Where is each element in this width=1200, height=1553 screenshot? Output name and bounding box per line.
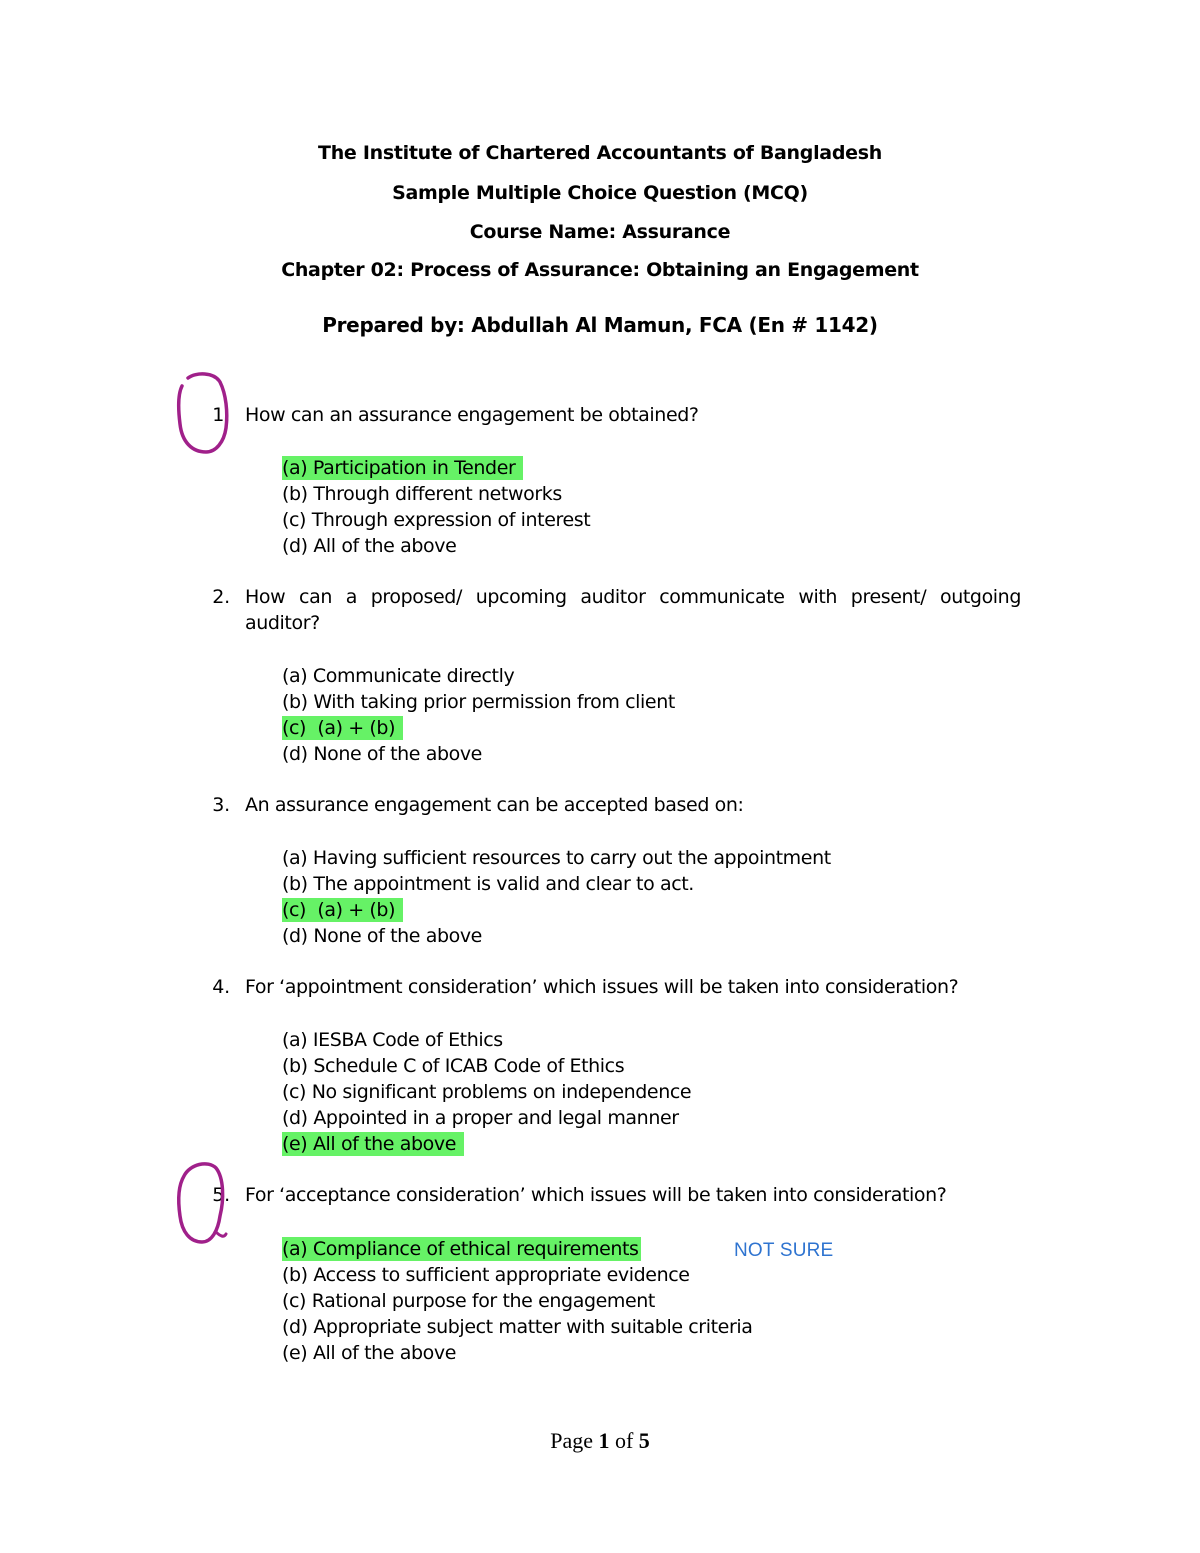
footer-middle: of xyxy=(609,1428,639,1453)
question-number: 2. xyxy=(212,586,230,608)
option-e: (e) All of the above xyxy=(282,1342,456,1364)
question-text: For ‘appointment consideration’ which issues will be taken into consideration? xyxy=(245,976,959,998)
institute-title: The Institute of Chartered Accountants of Bangladesh xyxy=(318,142,882,164)
document-subtitle: Sample Multiple Choice Question (MCQ) xyxy=(392,182,808,204)
option-c: (c) Through expression of interest xyxy=(282,509,591,531)
option-c: (c) No significant problems on independence xyxy=(282,1081,692,1103)
option-b: (b) With taking prior permission from client xyxy=(282,691,675,713)
option-c-answer xyxy=(282,898,403,922)
handwritten-circle-mark-q1-icon xyxy=(168,368,240,460)
option-d: (d) Appropriate subject matter with suitable criteria xyxy=(282,1316,753,1338)
question-text: An assurance engagement can be accepted based on: xyxy=(245,794,744,816)
option-a-answer xyxy=(282,1237,641,1261)
question-number: 4. xyxy=(212,976,230,998)
handwritten-circle-mark-q5-icon xyxy=(168,1154,240,1254)
question-number: 3. xyxy=(212,794,230,816)
option-d: (d) None of the above xyxy=(282,925,482,947)
option-label: (c) (a) + (b) xyxy=(282,717,396,739)
option-label: (a) Compliance of ethical requirements xyxy=(282,1238,639,1260)
option-label: (a) Participation in Tender xyxy=(282,457,516,479)
option-a: (a) Communicate directly xyxy=(282,665,515,687)
question-number: 5. xyxy=(212,1184,230,1206)
question-text: For ‘acceptance consideration’ which issues will be taken into consideration? xyxy=(245,1184,947,1206)
footer-prefix: Page xyxy=(550,1428,599,1453)
question-text: How can an assurance engagement be obtained? xyxy=(245,404,699,426)
option-b: (b) Schedule C of ICAB Code of Ethics xyxy=(282,1055,625,1077)
option-e-answer xyxy=(282,1132,464,1156)
option-b: (b) Through different networks xyxy=(282,483,562,505)
option-label: (e) All of the above xyxy=(282,1133,456,1155)
question-text-line-2: auditor? xyxy=(245,612,320,634)
not-sure-annotation: NOT SURE xyxy=(734,1240,834,1261)
option-label: (c) (a) + (b) xyxy=(282,899,396,921)
prepared-by: Prepared by: Abdullah Al Mamun, FCA (En # 1142) xyxy=(322,313,878,337)
course-name: Course Name: Assurance xyxy=(469,221,731,243)
question-number: 1. xyxy=(212,404,230,426)
chapter-title: Chapter 02: Process of Assurance: Obtaining an Engagement xyxy=(281,259,919,281)
option-b: (b) The appointment is valid and clear to act. xyxy=(282,873,694,895)
option-a-answer xyxy=(282,456,523,480)
option-a: (a) IESBA Code of Ethics xyxy=(282,1029,503,1051)
option-b: (b) Access to sufficient appropriate evidence xyxy=(282,1264,690,1286)
option-c-answer xyxy=(282,716,403,740)
question-text-line-1: How can a proposed/ upcoming auditor communicate with present/ outgoing xyxy=(245,586,1021,608)
footer-total-pages: 5 xyxy=(638,1428,650,1453)
option-d: (d) None of the above xyxy=(282,743,482,765)
option-d: (d) Appointed in a proper and legal manner xyxy=(282,1107,679,1129)
option-c: (c) Rational purpose for the engagement xyxy=(282,1290,655,1312)
footer-current-page: 1 xyxy=(598,1428,610,1453)
option-a: (a) Having sufficient resources to carry out the appointment xyxy=(282,847,831,869)
page-footer xyxy=(0,1428,1200,1454)
option-d: (d) All of the above xyxy=(282,535,457,557)
